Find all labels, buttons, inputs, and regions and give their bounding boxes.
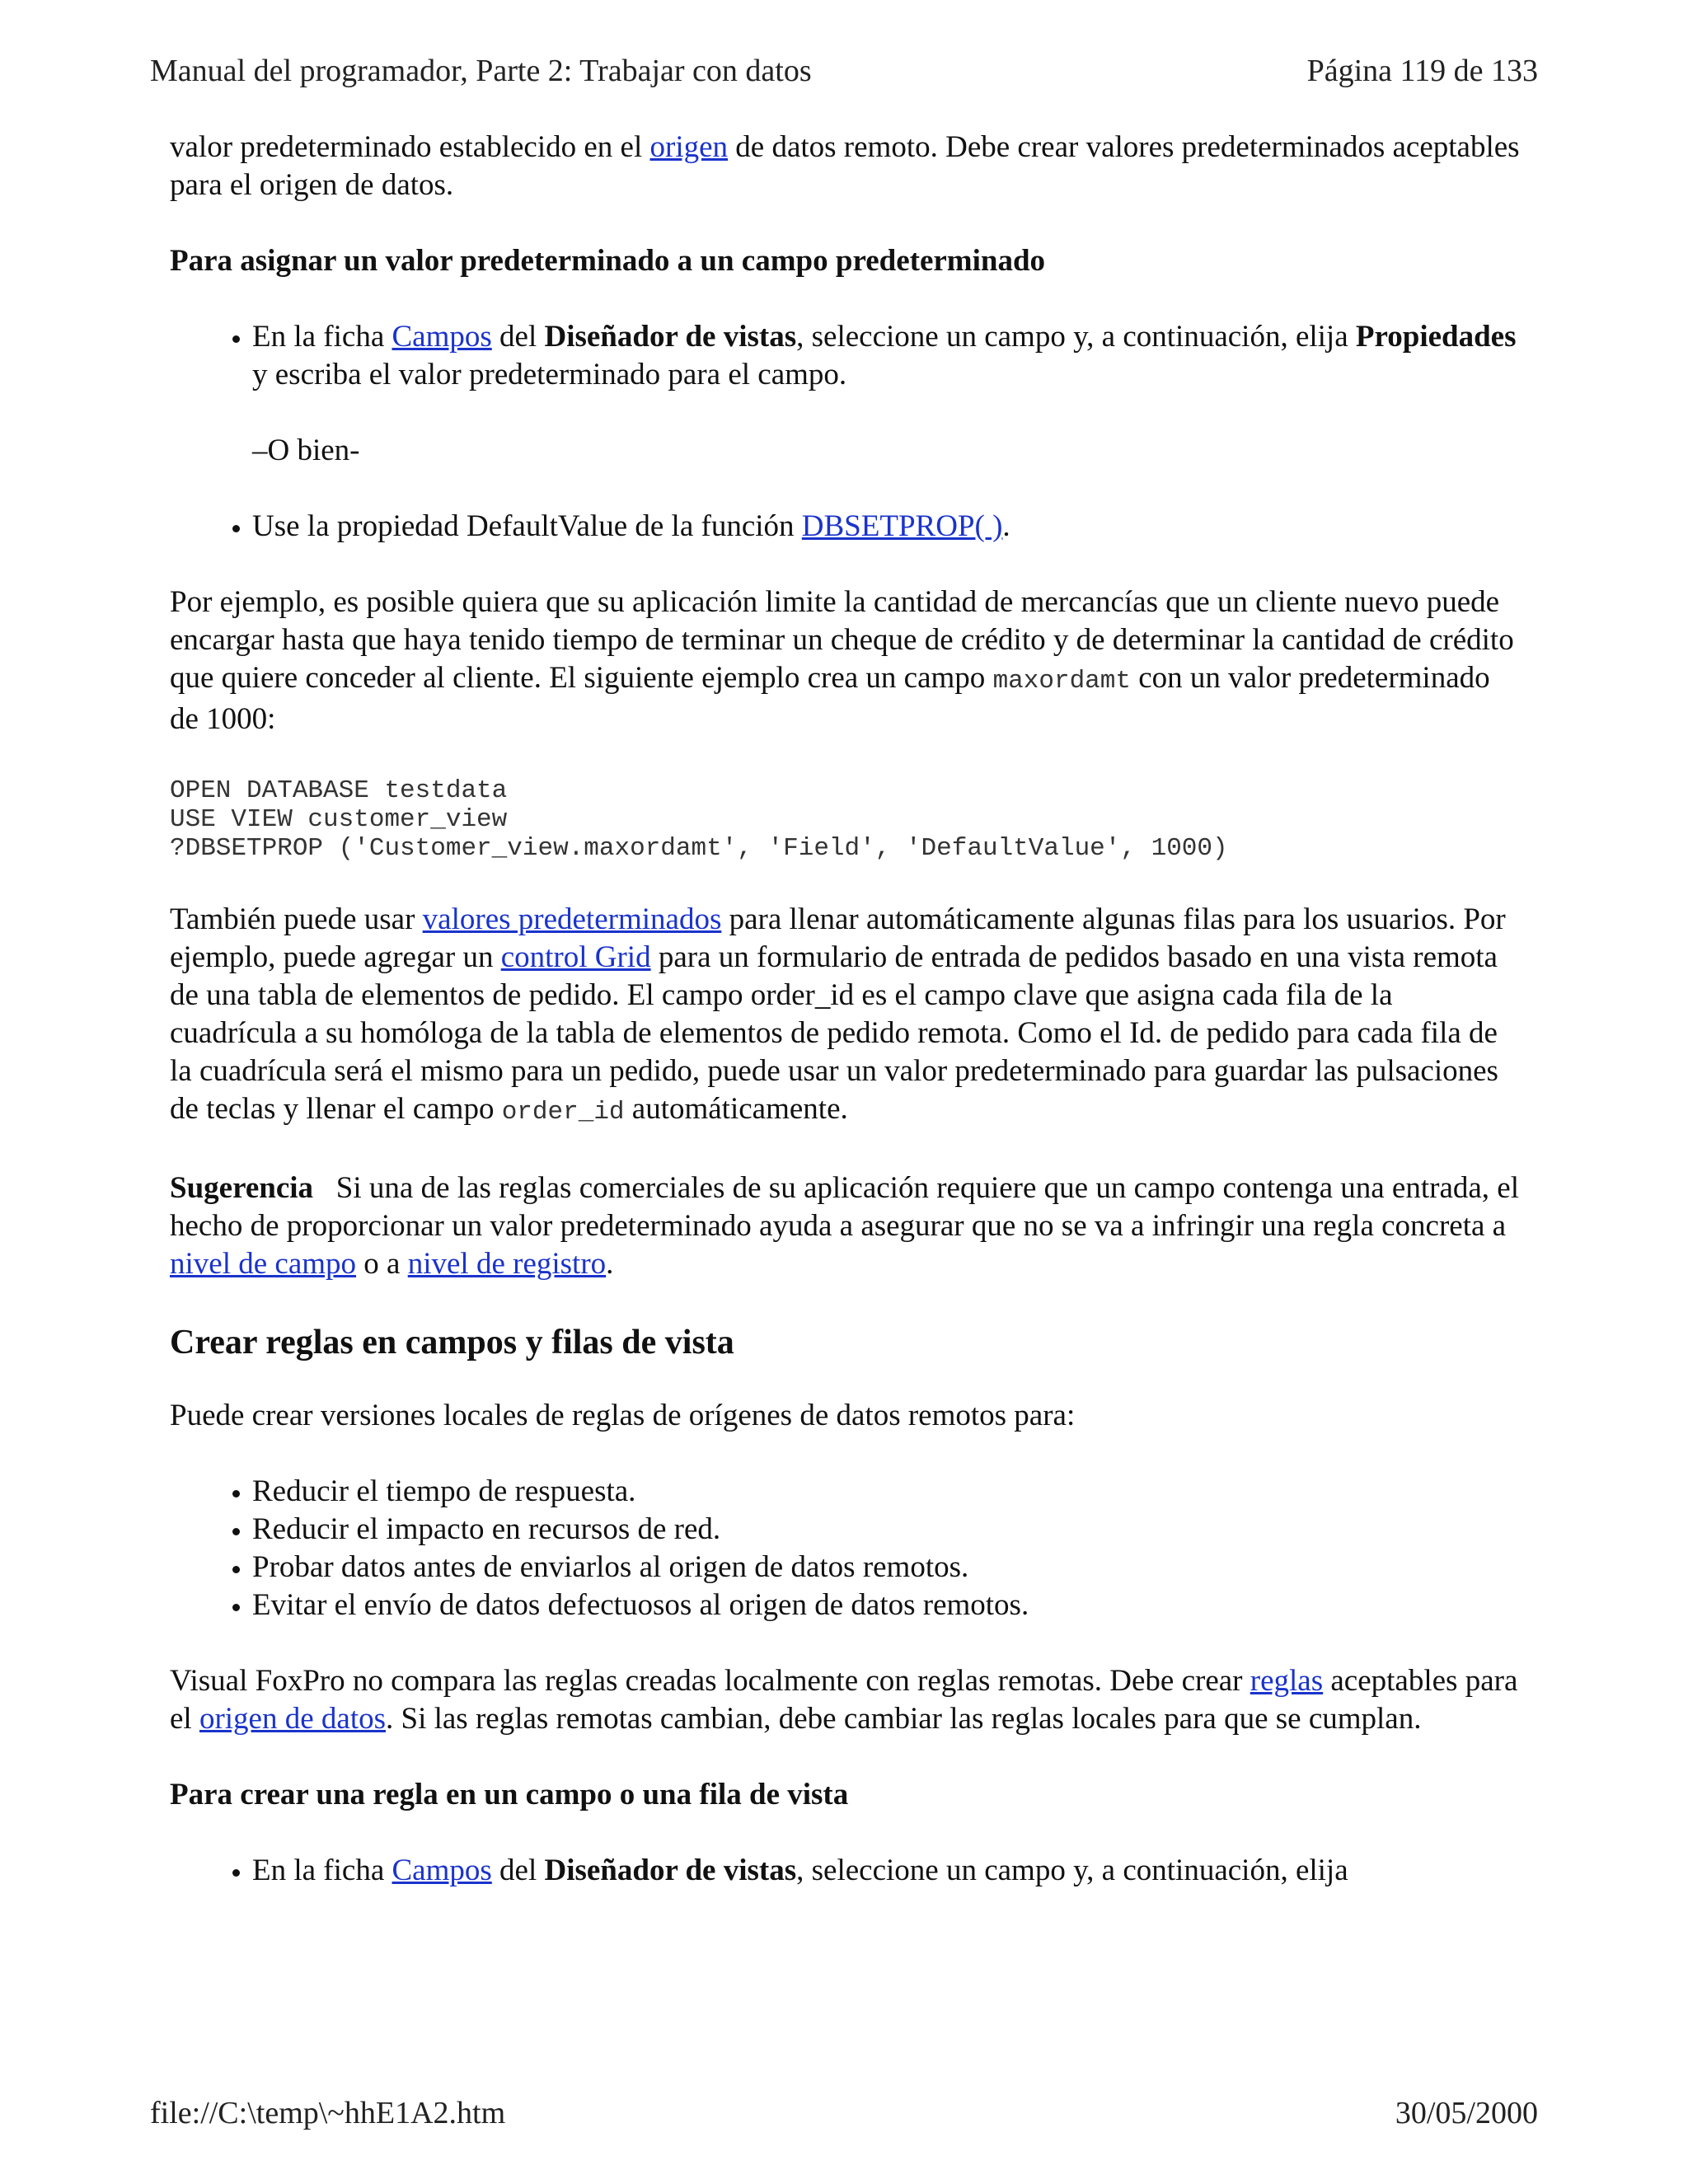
tip-paragraph: Sugerencia Si una de las reglas comerciales de su aplicación requiere que un campo contenga una entrada, el hecho de proporcionar un valor predeterminado ayuda a asegurar que no se va a infringir una regla concreta a nivel de campo o a nivel de registro. xyxy=(170,1171,1527,1281)
list-item: • Use la propiedad DefaultValue de la función DBSETPROP( ). xyxy=(252,508,1522,546)
link-campos[interactable]: Campos xyxy=(392,320,492,354)
print-date: 30/05/2000 xyxy=(1395,2096,1538,2130)
list-item: • Reducir el tiempo de respuesta. xyxy=(252,1473,1522,1511)
benefits-list xyxy=(170,1473,1522,1624)
link-nivel-de-campo[interactable]: nivel de campo xyxy=(170,1247,357,1281)
list-item: • En la ficha Campos del Diseñador de vistas, seleccione un campo y, a continuación, elija xyxy=(252,1852,1522,1890)
link-origen[interactable]: origen xyxy=(649,130,729,164)
list-item: • Probar datos antes de enviarlos al origen de datos remotos. xyxy=(252,1549,1522,1586)
file-path: file://C:\temp\~hhE1A2.htm xyxy=(150,2096,506,2130)
procedure-list-rule xyxy=(170,1852,1522,1890)
document-title: Manual del programador, Parte 2: Trabajar con datos xyxy=(150,54,812,88)
or-separator: –O bien- xyxy=(252,434,360,467)
list-item: • Reducir el impacto en recursos de red. xyxy=(252,1511,1522,1549)
procedure-list-default-value-alt xyxy=(170,508,1522,546)
paragraph-default-origin: valor predeterminado establecido en el origen de datos remoto. Debe crear valores predeterminados aceptables para el origen de datos. xyxy=(170,130,1520,202)
paragraph-foxpro-rules: Visual FoxPro no compara las reglas creadas localmente con reglas remotas. Debe crear reglas aceptables para el origen de datos. Si las reglas remotas cambian, debe cambiar las reglas locales para que se cumplan. xyxy=(170,1664,1518,1736)
page-header xyxy=(150,46,1538,96)
tip-label: Sugerencia xyxy=(170,1171,314,1205)
page-footer xyxy=(150,2088,1538,2138)
page-number: Página 119 de 133 xyxy=(1306,54,1538,88)
procedure-heading-rule: Para crear una regla en un campo o una fila de vista xyxy=(170,1778,849,1811)
procedure-list-default-value xyxy=(170,318,1522,394)
list-item: • En la ficha Campos del Diseñador de vistas, seleccione un campo y, a continuación, elija Propiedades y escriba el valor predeterminado para el campo. xyxy=(252,318,1522,394)
list-item: • Evitar el envío de datos defectuosos al origen de datos remotos. xyxy=(252,1586,1522,1624)
code-block: OPEN DATABASE testdata USE VIEW customer_view ?DBSETPROP ('Customer_view.maxordamt', 'Field', 'DefaultValue', 1000) xyxy=(170,776,1228,863)
section-heading-rules: Crear reglas en campos y filas de vista xyxy=(170,1324,734,1361)
paragraph-local-rules: Puede crear versiones locales de reglas de orígenes de datos remotos para: xyxy=(170,1399,1076,1432)
procedure-heading-default-value: Para asignar un valor predeterminado a un campo predeterminado xyxy=(170,244,1046,278)
link-valores-predeterminados[interactable]: valores predeterminados xyxy=(422,902,722,936)
link-origen-de-datos[interactable]: origen de datos xyxy=(199,1702,386,1736)
paragraph-example: Por ejemplo, es posible quiera que su aplicación limite la cantidad de mercancías que un cliente nuevo puede encargar hasta que haya tenido tiempo de terminar un cheque de crédito y de determinar la cantidad de crédito que quiere conceder al cliente. El siguiente ejemplo crea un campo maxordamt con un valor predeterminado de 1000: xyxy=(170,585,1514,736)
inline-code-maxordamt: maxordamt xyxy=(992,667,1131,696)
link-campos-2[interactable]: Campos xyxy=(392,1854,492,1887)
link-reglas[interactable]: reglas xyxy=(1250,1664,1324,1698)
link-dbsetprop[interactable]: DBSETPROP( ) xyxy=(801,509,1003,543)
link-nivel-de-registro[interactable]: nivel de registro xyxy=(407,1247,607,1281)
paragraph-default-values: También puede usar valores predeterminados para llenar automáticamente algunas filas para los usuarios. Por ejemplo, puede agregar un control Grid para un formulario de entrada de pedidos basado en una vista remota de una tabla de elementos de pedido. El campo order_id es el campo clave que asigna cada fila de la cuadrícula a su homóloga de la tabla de elementos de pedido remota. Como el Id. de pedido para cada fila de la cuadrícula será el mismo para un pedido, puede usar un valor predeterminado para guardar las pulsaciones de teclas y llenar el campo order_id automáticamente. xyxy=(170,902,1506,1127)
link-control-grid[interactable]: control Grid xyxy=(500,940,651,974)
inline-code-order-id: order_id xyxy=(501,1098,625,1127)
document-body xyxy=(170,130,1527,2003)
